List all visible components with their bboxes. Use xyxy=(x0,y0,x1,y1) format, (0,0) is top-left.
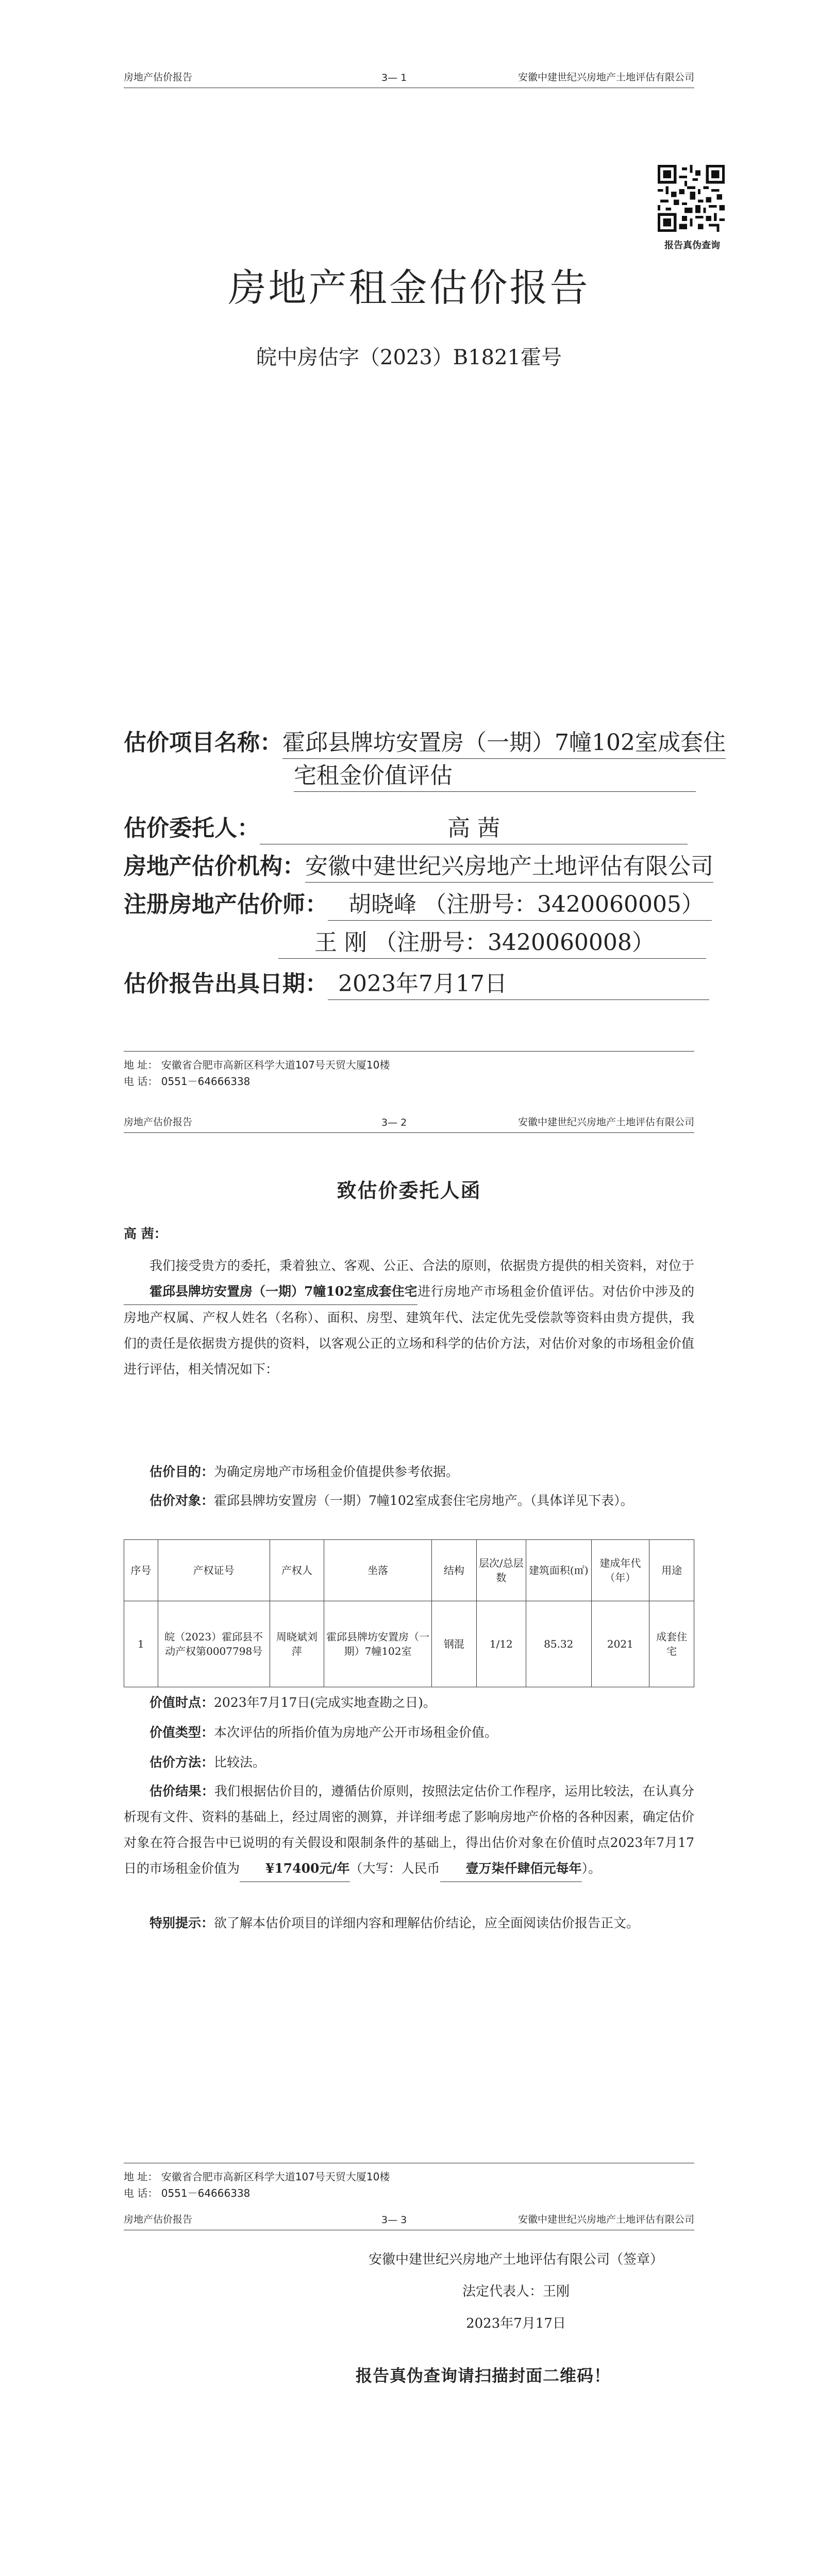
note-value: 欲了解本估价项目的详细内容和理解估价结论，应全面阅读估价报告正文。 xyxy=(214,1916,640,1930)
project-name-value-line2: 宅租金价值评估 xyxy=(294,760,696,792)
appraiser-1: 胡晓峰 （注册号：3420060005） xyxy=(328,889,712,921)
signoff-representative: 法定代表人：王刚 xyxy=(462,2284,570,2299)
col-header-index: 序号 xyxy=(124,1540,158,1601)
header-company: 安徽中建世纪兴房地产土地评估有限公司 xyxy=(517,72,694,83)
col-header-owner: 产权人 xyxy=(270,1540,324,1601)
col-header-area: 建筑面积(㎡) xyxy=(526,1540,591,1601)
property-table xyxy=(124,1539,694,1687)
header-page-number: 3— 1 xyxy=(381,72,407,83)
header-company: 安徽中建世纪兴房地产土地评估有限公司 xyxy=(517,1116,694,1128)
footer-phone: 电 话： 0551－64666338 xyxy=(124,2187,251,2199)
header-page-number: 3— 2 xyxy=(381,1117,407,1128)
method-row xyxy=(124,1750,694,1775)
object-label: 估价对象： xyxy=(149,1493,214,1508)
client-row xyxy=(124,813,688,844)
page-footer xyxy=(124,2163,694,2201)
table-header-row xyxy=(124,1540,694,1601)
cover-page xyxy=(0,0,818,1087)
appraiser-row xyxy=(124,889,712,921)
value-time-label: 价值时点： xyxy=(149,1695,214,1710)
note-row xyxy=(124,1910,694,1936)
client-label: 估价委托人： xyxy=(124,815,260,841)
cell-floor: 1/12 xyxy=(476,1601,526,1687)
cell-index: 1 xyxy=(124,1601,158,1687)
signoff-date: 2023年7月17日 xyxy=(466,2316,566,2331)
page-header xyxy=(124,67,694,88)
client-value: 高 茜 xyxy=(260,813,688,844)
project-name-row xyxy=(124,727,726,759)
intro-property: 霍邱县牌坊安置房（一期）7幢102室成套住宅 xyxy=(124,1279,418,1305)
cell-year: 2021 xyxy=(591,1601,649,1687)
result-text-b: （大写：人民币 xyxy=(349,1861,440,1876)
purpose-value: 为确定房地产市场租金价值提供参考依据。 xyxy=(214,1464,459,1479)
agency-label: 房地产估价机构： xyxy=(124,853,305,879)
project-name-label: 估价项目名称： xyxy=(124,730,282,756)
page-header xyxy=(124,1112,694,1133)
object-row xyxy=(124,1488,694,1514)
result-text-c: ）。 xyxy=(581,1861,602,1876)
purpose-row xyxy=(124,1459,694,1485)
page-footer xyxy=(124,1051,694,1090)
value-type-row xyxy=(124,1720,694,1745)
letter-salutation: 高 茜： xyxy=(124,1226,167,1241)
col-header-cert: 产权证号 xyxy=(158,1540,270,1601)
value-time-row xyxy=(124,1690,694,1716)
result-amount-upper: 壹万柒仟肆佰元每年 xyxy=(440,1856,582,1882)
col-header-year: 建成年代（年） xyxy=(591,1540,649,1601)
object-value: 霍邱县牌坊安置房（一期）7幢102室成套住宅房地产。（具体详见下表）。 xyxy=(214,1493,633,1508)
report-document-number: 皖中房估字（2023）B1821霍号 xyxy=(256,346,562,369)
appraiser-2: 王 刚 （注册号：3420060008） xyxy=(278,927,706,959)
value-type-label: 价值类型： xyxy=(149,1725,214,1740)
note-label: 特别提示： xyxy=(149,1916,214,1930)
header-company: 安徽中建世纪兴房地产土地评估有限公司 xyxy=(517,2214,694,2225)
report-date-label: 估价报告出具日期： xyxy=(124,971,328,997)
verification-notice: 报告真伪查询请扫描封面二维码！ xyxy=(356,2366,611,2385)
agency-value: 安徽中建世纪兴房地产土地评估有限公司 xyxy=(305,851,713,883)
intro-text-a: 我们接受贵方的委托，秉着独立、客观、公正、合法的原则，依据贵方提供的相关资料，对位于 xyxy=(149,1258,694,1273)
result-amount: ¥17400元/年 xyxy=(240,1856,350,1882)
purpose-label: 估价目的： xyxy=(149,1464,214,1479)
col-header-usage: 用途 xyxy=(649,1540,694,1601)
cell-owner: 周晓斌刘萍 xyxy=(270,1601,324,1687)
header-report-label: 房地产估价报告 xyxy=(124,2214,193,2225)
appraiser-label: 注册房地产估价师： xyxy=(124,891,328,918)
footer-address: 地 址： 安徽省合肥市高新区科学大道107号天贸大厦10楼 xyxy=(124,1059,390,1071)
footer-address: 地 址： 安徽省合肥市高新区科学大道107号天贸大厦10楼 xyxy=(124,2171,390,2183)
appraiser-row-2 xyxy=(278,927,706,959)
verification-qr-code[interactable] xyxy=(658,165,725,232)
col-header-location: 坐落 xyxy=(324,1540,432,1601)
result-label: 估价结果： xyxy=(149,1784,214,1799)
page-header xyxy=(124,2209,694,2230)
report-title: 房地产租金估价报告 xyxy=(228,266,590,310)
intro-text-b: 进行房地产市场租金价值评估。对估价中涉及的房地产权属、产权人姓名（名称）、面积、房型、建筑年代、法定优先受偿款等资料由贵方提供，我们的责任是依据贵方提供的资料，以客观公正的立场和科学的估价方法，对估价对象的市场租金价值进行评估，相关情况如下： xyxy=(124,1284,694,1377)
cell-cert: 皖（2023）霍邱县不动产权第0007798号 xyxy=(158,1601,270,1687)
value-type-value: 本次评估的所指价值为房地产公开市场租金价值。 xyxy=(214,1725,498,1740)
col-header-structure: 结构 xyxy=(431,1540,476,1601)
project-name-row-2 xyxy=(294,760,696,792)
footer-phone: 电 话： 0551－64666338 xyxy=(124,1075,251,1088)
value-time-value: 2023年7月17日(完成实地查勘之日)。 xyxy=(214,1695,436,1710)
letter-intro xyxy=(124,1253,694,1382)
report-date-row xyxy=(124,969,709,1000)
method-label: 估价方法： xyxy=(149,1755,214,1770)
result-row xyxy=(124,1778,694,1882)
table-row xyxy=(124,1601,694,1687)
signoff-company: 安徽中建世纪兴房地产土地评估有限公司（签章） xyxy=(368,2252,663,2267)
signoff-block xyxy=(369,2244,663,2340)
report-date-value: 2023年7月17日 xyxy=(328,969,709,1000)
header-report-label: 房地产估价报告 xyxy=(124,72,193,83)
cell-area: 85.32 xyxy=(526,1601,591,1687)
agency-row xyxy=(124,851,713,883)
header-page-number: 3— 3 xyxy=(381,2214,407,2226)
header-report-label: 房地产估价报告 xyxy=(124,1116,193,1128)
method-value: 比较法。 xyxy=(214,1755,266,1770)
result-text-a: 我们根据估价目的，遵循估价原则，按照法定估价工作程序，运用比较法，在认真分析现有文件、资料的基础上，经过周密的测算，并详细考虑了影响房地产价格的各种因素，确定估价对象在符合报告中已说明的有关假设和限制条件的基础上，得出估价对象在价值时点2023年7月17日的市场租金价值为 xyxy=(124,1784,694,1876)
project-name-value-line1: 霍邱县牌坊安置房（一期）7幢102室成套住 xyxy=(282,727,726,759)
cell-location: 霍邱县牌坊安置房（一期）7幢102室 xyxy=(324,1601,432,1687)
cell-structure: 钢混 xyxy=(431,1601,476,1687)
qr-caption: 报告真伪查询 xyxy=(664,240,720,251)
cell-usage: 成套住宅 xyxy=(649,1601,694,1687)
letter-title: 致估价委托人函 xyxy=(337,1179,481,1202)
col-header-floor: 层次/总层数 xyxy=(476,1540,526,1601)
